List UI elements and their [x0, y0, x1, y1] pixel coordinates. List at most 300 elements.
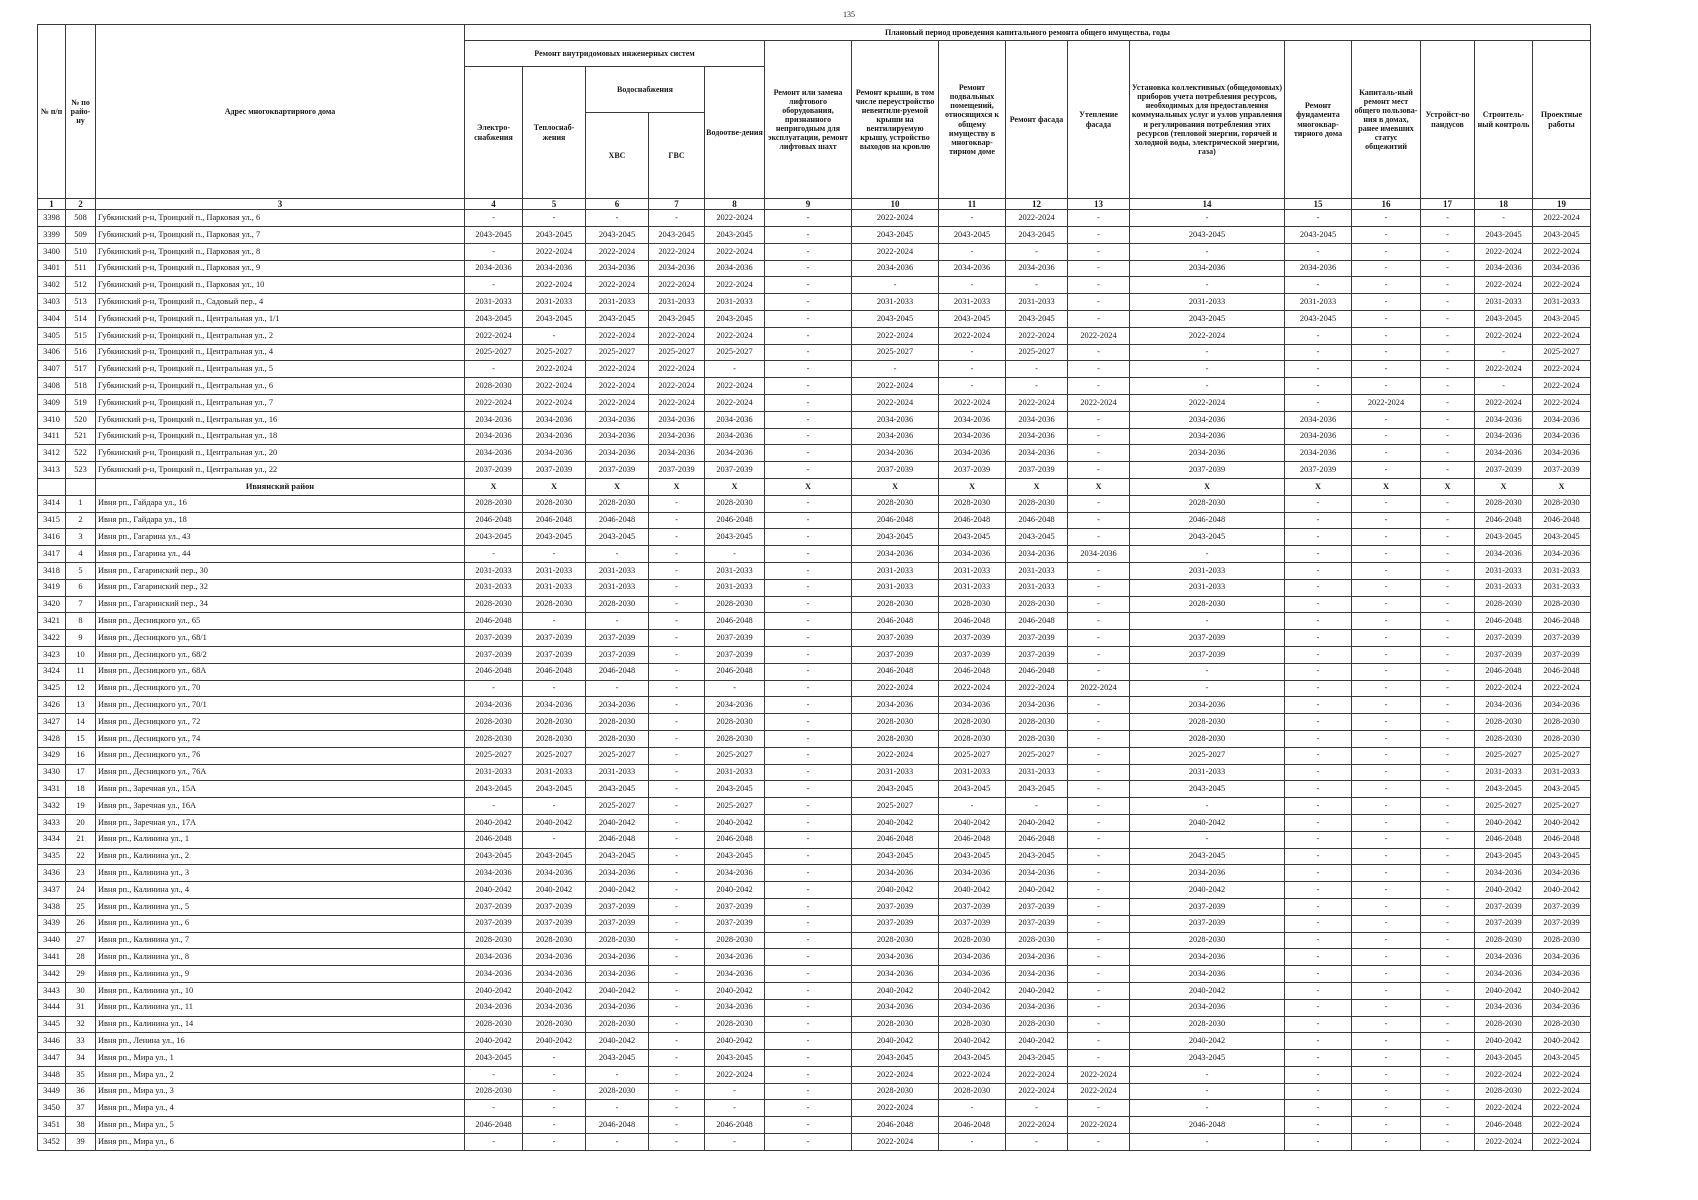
table-cell: - — [765, 243, 852, 260]
table-cell: - — [1068, 311, 1130, 328]
table-cell: 2040-2042 — [523, 982, 586, 999]
table-cell: 2043-2045 — [1285, 311, 1352, 328]
table-cell: 35 — [66, 1066, 96, 1083]
table-cell: 515 — [66, 327, 96, 344]
table-cell: 2028-2030 — [523, 932, 586, 949]
table-cell: - — [649, 1134, 705, 1151]
table-cell: 2025-2027 — [852, 798, 939, 815]
table-cell: 2040-2042 — [1533, 1033, 1591, 1050]
table-cell: - — [1068, 663, 1130, 680]
table-cell: - — [1068, 596, 1130, 613]
table-cell: - — [939, 1134, 1006, 1151]
table-cell: - — [1421, 227, 1475, 244]
table-cell: - — [465, 1100, 523, 1117]
table-cell: - — [1352, 1100, 1421, 1117]
table-cell: - — [649, 613, 705, 630]
table-cell: 2028-2030 — [939, 932, 1006, 949]
table-row — [38, 680, 1591, 697]
table-cell: 2034-2036 — [465, 966, 523, 983]
table-cell: 3400 — [38, 243, 66, 260]
table-cell: - — [1068, 764, 1130, 781]
table-cell: 522 — [66, 445, 96, 462]
table-cell: - — [765, 949, 852, 966]
table-cell: - — [1130, 831, 1285, 848]
table-cell: 2037-2039 — [852, 915, 939, 932]
table-cell: 2040-2042 — [939, 1033, 1006, 1050]
address-cell: Губкинский р-н, Троицкий п., Центральная ул., 20 — [96, 445, 465, 462]
header-facade-repair: Ремонт фасада — [1006, 41, 1068, 199]
table-cell: - — [649, 882, 705, 899]
table-cell: - — [1130, 243, 1285, 260]
table-cell: 2022-2024 — [705, 243, 765, 260]
table-cell: - — [1352, 344, 1421, 361]
table-cell: 2034-2036 — [586, 865, 649, 882]
table-cell: - — [586, 680, 649, 697]
table-cell: 2031-2033 — [586, 579, 649, 596]
table-cell: - — [705, 361, 765, 378]
table-cell: 3437 — [38, 882, 66, 899]
table-cell: - — [1068, 294, 1130, 311]
table-cell: - — [523, 546, 586, 563]
table-cell: - — [765, 260, 852, 277]
table-cell: 2022-2024 — [1475, 395, 1533, 412]
table-cell: 2046-2048 — [705, 663, 765, 680]
table-cell: 3411 — [38, 428, 66, 445]
table-cell: 2022-2024 — [1068, 1117, 1130, 1134]
column-number: 4 — [465, 199, 523, 210]
table-cell: 2028-2030 — [523, 714, 586, 731]
table-cell: 2046-2048 — [1006, 512, 1068, 529]
table-cell: 2040-2042 — [465, 814, 523, 831]
table-cell: 508 — [66, 210, 96, 227]
table-cell: 2022-2024 — [705, 1066, 765, 1083]
table-cell: - — [1068, 714, 1130, 731]
table-cell: - — [939, 243, 1006, 260]
header-facade-insulation: Утепление фасада — [1068, 41, 1130, 199]
table-cell: - — [1352, 1083, 1421, 1100]
table-cell: 25 — [66, 898, 96, 915]
table-row — [38, 294, 1591, 311]
table-cell: - — [1130, 378, 1285, 395]
header-foundation: Ремонт фундамента многоквар-тирного дома — [1285, 41, 1352, 199]
table-cell: 2028-2030 — [1006, 1016, 1068, 1033]
address-cell: Губкинский р-н, Троицкий п., Парковая ул., 10 — [96, 277, 465, 294]
column-number: 16 — [1352, 199, 1421, 210]
table-cell: - — [765, 277, 852, 294]
address-cell: Губкинский р-н, Троицкий п., Центральная ул., 22 — [96, 462, 465, 479]
table-cell: - — [1130, 1083, 1285, 1100]
table-cell: 2034-2036 — [939, 546, 1006, 563]
table-cell: 2034-2036 — [705, 411, 765, 428]
table-cell: 2031-2033 — [705, 562, 765, 579]
table-cell: 2034-2036 — [1533, 865, 1591, 882]
table-cell: 2040-2042 — [1533, 814, 1591, 831]
table-cell: 518 — [66, 378, 96, 395]
table-cell: 2034-2036 — [465, 865, 523, 882]
table-cell: 2037-2039 — [523, 630, 586, 647]
table-cell: 2022-2024 — [1352, 395, 1421, 412]
table-cell: - — [1130, 277, 1285, 294]
table-cell: 2028-2030 — [1130, 714, 1285, 731]
table-cell: 2037-2039 — [465, 646, 523, 663]
table-cell: X — [1475, 479, 1533, 496]
table-cell: 2025-2027 — [1006, 344, 1068, 361]
table-cell: 2034-2036 — [1006, 999, 1068, 1016]
table-cell: 26 — [66, 915, 96, 932]
table-cell: - — [649, 529, 705, 546]
table-cell: 2043-2045 — [705, 781, 765, 798]
table-cell: 2037-2039 — [1475, 646, 1533, 663]
table-cell: 3451 — [38, 1117, 66, 1134]
table-cell: - — [1352, 227, 1421, 244]
table-cell: - — [1068, 428, 1130, 445]
table-cell: 2022-2024 — [1533, 378, 1591, 395]
table-cell: - — [705, 1083, 765, 1100]
table-cell: - — [1475, 210, 1533, 227]
address-cell: Ивнянский район — [96, 479, 465, 496]
table-cell: 2031-2033 — [465, 764, 523, 781]
table-cell: - — [765, 966, 852, 983]
column-number: 17 — [1421, 199, 1475, 210]
table-cell: X — [1068, 479, 1130, 496]
table-cell: - — [1352, 260, 1421, 277]
table-cell: 3405 — [38, 327, 66, 344]
table-cell: 2034-2036 — [465, 428, 523, 445]
table-cell: 2043-2045 — [939, 848, 1006, 865]
column-number: 15 — [1285, 199, 1352, 210]
table-cell: - — [1068, 613, 1130, 630]
address-cell: Губкинский р-н, Троицкий п., Парковая ул., 9 — [96, 260, 465, 277]
table-cell: 2046-2048 — [523, 663, 586, 680]
table-cell — [38, 479, 66, 496]
table-cell: 3444 — [38, 999, 66, 1016]
table-cell: - — [1068, 1050, 1130, 1067]
table-cell: - — [1421, 831, 1475, 848]
table-cell: - — [1352, 445, 1421, 462]
table-cell: - — [1068, 277, 1130, 294]
table-cell: 2046-2048 — [1533, 663, 1591, 680]
table-cell: 523 — [66, 462, 96, 479]
table-cell: 2043-2045 — [1475, 1050, 1533, 1067]
table-cell: 2031-2033 — [1130, 579, 1285, 596]
header-roof: Ремонт крыши, в том числе переустройство невентили-руемой крыши на вентилируемую крышу, устройство выходов на кровлю — [852, 41, 939, 199]
table-cell: 2034-2036 — [649, 411, 705, 428]
table-cell: - — [939, 798, 1006, 815]
table-cell: 2034-2036 — [523, 411, 586, 428]
table-cell: - — [765, 562, 852, 579]
table-cell: 2034-2036 — [649, 428, 705, 445]
table-cell: 2037-2039 — [1475, 898, 1533, 915]
table-cell: 2043-2045 — [523, 529, 586, 546]
table-cell: 2022-2024 — [852, 747, 939, 764]
table-cell: - — [649, 495, 705, 512]
table-cell: - — [1352, 663, 1421, 680]
table-cell: 2022-2024 — [1475, 361, 1533, 378]
table-row — [38, 378, 1591, 395]
table-cell: 2037-2039 — [1006, 462, 1068, 479]
table-cell: - — [1068, 999, 1130, 1016]
table-cell: - — [649, 949, 705, 966]
table-cell: - — [1285, 798, 1352, 815]
table-cell: 6 — [66, 579, 96, 596]
table-cell: 3410 — [38, 411, 66, 428]
table-row — [38, 882, 1591, 899]
table-cell: 2034-2036 — [649, 445, 705, 462]
table-cell: X — [465, 479, 523, 496]
table-cell: 3404 — [38, 311, 66, 328]
table-cell: 2028-2030 — [1006, 730, 1068, 747]
table-cell: - — [1352, 697, 1421, 714]
table-cell: 2031-2033 — [523, 294, 586, 311]
address-cell: Ивня рп., Мира ул., 5 — [96, 1117, 465, 1134]
table-cell: 2031-2033 — [705, 294, 765, 311]
table-cell: 2022-2024 — [1533, 361, 1591, 378]
table-cell: 2028-2030 — [523, 596, 586, 613]
table-cell: 2028-2030 — [1130, 730, 1285, 747]
table-cell: 2028-2030 — [1006, 495, 1068, 512]
table-cell: - — [523, 210, 586, 227]
address-cell: Ивня рп., Калинина ул., 9 — [96, 966, 465, 983]
table-cell: 2034-2036 — [1533, 445, 1591, 462]
table-cell: 2031-2033 — [586, 562, 649, 579]
table-cell: - — [1421, 210, 1475, 227]
table-cell: 2022-2024 — [1006, 680, 1068, 697]
address-cell: Ивня рп., Гайдара ул., 18 — [96, 512, 465, 529]
table-cell: - — [649, 546, 705, 563]
header-supervision: Строитель-ный контроль — [1475, 41, 1533, 199]
table-cell: 39 — [66, 1134, 96, 1151]
table-cell: - — [649, 764, 705, 781]
table-cell: - — [1352, 1117, 1421, 1134]
table-cell: 2034-2036 — [1475, 445, 1533, 462]
address-cell: Губкинский р-н, Троицкий п., Центральная ул., 4 — [96, 344, 465, 361]
table-cell: 2040-2042 — [1533, 882, 1591, 899]
table-cell: - — [1285, 579, 1352, 596]
table-row — [38, 781, 1591, 798]
table-cell: - — [649, 798, 705, 815]
address-cell: Ивня рп., Калинина ул., 7 — [96, 932, 465, 949]
table-cell: - — [1352, 512, 1421, 529]
table-cell: - — [649, 915, 705, 932]
table-cell: 2022-2024 — [465, 395, 523, 412]
table-cell: 2040-2042 — [1130, 1033, 1285, 1050]
table-cell: 2046-2048 — [939, 663, 1006, 680]
table-cell: 2043-2045 — [1130, 1050, 1285, 1067]
table-cell: X — [1006, 479, 1068, 496]
table-cell: - — [1285, 512, 1352, 529]
table-cell: - — [649, 630, 705, 647]
table-cell: X — [765, 479, 852, 496]
table-cell: - — [1285, 344, 1352, 361]
table-cell: - — [939, 344, 1006, 361]
table-cell: 2028-2030 — [852, 495, 939, 512]
table-cell: 2046-2048 — [1533, 831, 1591, 848]
address-cell: Ивня рп., Заречная ул., 16А — [96, 798, 465, 815]
table-cell: 2034-2036 — [465, 411, 523, 428]
table-cell: 2022-2024 — [1006, 1117, 1068, 1134]
column-number: 1 — [38, 199, 66, 210]
table-cell: - — [649, 1117, 705, 1134]
table-cell: 2043-2045 — [939, 311, 1006, 328]
table-cell: 2037-2039 — [523, 462, 586, 479]
table-cell — [66, 479, 96, 496]
table-cell: 2028-2030 — [523, 495, 586, 512]
table-cell: 2040-2042 — [586, 1033, 649, 1050]
table-cell: - — [1068, 966, 1130, 983]
table-cell: 2037-2039 — [586, 915, 649, 932]
table-cell: 2022-2024 — [1068, 1083, 1130, 1100]
table-cell: - — [1068, 361, 1130, 378]
table-body — [38, 210, 1591, 1151]
table-cell: - — [1352, 915, 1421, 932]
table-cell: 3417 — [38, 546, 66, 563]
table-cell: 2022-2024 — [1533, 395, 1591, 412]
table-cell: 2028-2030 — [1006, 714, 1068, 731]
table-cell: 2025-2027 — [586, 344, 649, 361]
header-design: Проектные работы — [1533, 41, 1591, 199]
table-cell: 2043-2045 — [705, 311, 765, 328]
table-cell: - — [765, 294, 852, 311]
table-cell: 3403 — [38, 294, 66, 311]
table-cell: 2040-2042 — [852, 814, 939, 831]
column-number: 7 — [649, 199, 705, 210]
table-cell: - — [1352, 982, 1421, 999]
header-engineering-systems: Ремонт внутридомовых инженерных систем — [465, 41, 765, 67]
table-cell: 3440 — [38, 932, 66, 949]
table-cell: 2031-2033 — [1130, 764, 1285, 781]
address-cell: Ивня рп., Десницкого ул., 70/1 — [96, 697, 465, 714]
table-cell: 2037-2039 — [1475, 630, 1533, 647]
table-cell: 2034-2036 — [1285, 428, 1352, 445]
table-cell: - — [1068, 260, 1130, 277]
table-cell: - — [1068, 730, 1130, 747]
table-cell: 3439 — [38, 915, 66, 932]
table-cell: 2034-2036 — [465, 697, 523, 714]
table-cell: 2034-2036 — [1006, 445, 1068, 462]
table-cell: - — [765, 898, 852, 915]
table-cell: 2043-2045 — [852, 848, 939, 865]
table-cell: X — [705, 479, 765, 496]
table-cell: - — [1068, 1100, 1130, 1117]
table-cell: - — [1285, 1016, 1352, 1033]
table-cell: - — [765, 1033, 852, 1050]
table-cell: - — [765, 428, 852, 445]
table-cell: - — [765, 227, 852, 244]
table-cell: 2022-2024 — [1533, 277, 1591, 294]
table-cell: - — [765, 831, 852, 848]
table-cell: 2034-2036 — [523, 999, 586, 1016]
table-cell: - — [1352, 411, 1421, 428]
table-cell: - — [649, 579, 705, 596]
table-cell: - — [765, 630, 852, 647]
table-cell: - — [1285, 361, 1352, 378]
table-cell: - — [765, 932, 852, 949]
table-cell: - — [649, 781, 705, 798]
table-cell: 2043-2045 — [523, 848, 586, 865]
table-header — [38, 25, 1591, 210]
table-cell: - — [1285, 210, 1352, 227]
table-cell: 2022-2024 — [1475, 277, 1533, 294]
table-cell: - — [1352, 243, 1421, 260]
table-cell: 4 — [66, 546, 96, 563]
table-cell: - — [1006, 361, 1068, 378]
table-cell: 3421 — [38, 613, 66, 630]
address-cell: Ивня рп., Мира ул., 4 — [96, 1100, 465, 1117]
table-cell: - — [1352, 781, 1421, 798]
address-cell: Ивня рп., Заречная ул., 15А — [96, 781, 465, 798]
table-cell: 2046-2048 — [705, 512, 765, 529]
table-cell: 2031-2033 — [705, 579, 765, 596]
table-cell: 2028-2030 — [465, 1083, 523, 1100]
table-cell: - — [1421, 277, 1475, 294]
table-cell: 2031-2033 — [939, 562, 1006, 579]
table-cell: - — [765, 327, 852, 344]
table-cell: - — [1285, 1100, 1352, 1117]
table-cell: - — [1352, 1033, 1421, 1050]
table-cell: - — [1421, 764, 1475, 781]
table-cell: 2031-2033 — [1475, 562, 1533, 579]
address-cell: Губкинский р-н, Троицкий п., Центральная ул., 2 — [96, 327, 465, 344]
table-cell: 2037-2039 — [939, 646, 1006, 663]
table-cell: 2040-2042 — [852, 982, 939, 999]
table-cell: - — [523, 1050, 586, 1067]
table-cell: - — [586, 613, 649, 630]
table-cell: - — [765, 798, 852, 815]
table-cell: 2037-2039 — [649, 462, 705, 479]
table-cell: 2043-2045 — [523, 781, 586, 798]
table-cell: 2037-2039 — [1006, 898, 1068, 915]
table-cell: 3428 — [38, 730, 66, 747]
table-cell: - — [1421, 781, 1475, 798]
address-cell: Губкинский р-н, Троицкий п., Парковая ул., 6 — [96, 210, 465, 227]
table-cell: 2040-2042 — [939, 814, 1006, 831]
table-cell: - — [1068, 865, 1130, 882]
table-cell: - — [1475, 378, 1533, 395]
table-cell: 2037-2039 — [852, 630, 939, 647]
table-cell: - — [1068, 495, 1130, 512]
table-cell: - — [1421, 411, 1475, 428]
table-cell: - — [1130, 663, 1285, 680]
table-row — [38, 495, 1591, 512]
table-row — [38, 747, 1591, 764]
table-cell: - — [1352, 798, 1421, 815]
table-cell: - — [1285, 1134, 1352, 1151]
table-cell: 2037-2039 — [1475, 915, 1533, 932]
table-cell: - — [1421, 932, 1475, 949]
table-cell: 2043-2045 — [586, 311, 649, 328]
table-cell: 2037-2039 — [1006, 915, 1068, 932]
table-cell: 2034-2036 — [1533, 260, 1591, 277]
table-cell: 2034-2036 — [1006, 949, 1068, 966]
table-cell: 2037-2039 — [523, 646, 586, 663]
table-cell: 7 — [66, 596, 96, 613]
table-cell: 29 — [66, 966, 96, 983]
table-cell: 2046-2048 — [939, 1117, 1006, 1134]
table-cell: X — [1352, 479, 1421, 496]
table-cell: 2037-2039 — [705, 915, 765, 932]
table-cell: 2028-2030 — [1130, 495, 1285, 512]
table-cell: - — [649, 663, 705, 680]
table-cell: 2028-2030 — [705, 596, 765, 613]
table-cell: 2034-2036 — [939, 260, 1006, 277]
table-cell: 2034-2036 — [523, 428, 586, 445]
table-cell: - — [1352, 630, 1421, 647]
table-cell: 2022-2024 — [523, 378, 586, 395]
table-cell: - — [1421, 898, 1475, 915]
table-cell: - — [649, 1016, 705, 1033]
table-cell: - — [1352, 966, 1421, 983]
address-cell: Ивня рп., Десницкого ул., 72 — [96, 714, 465, 731]
